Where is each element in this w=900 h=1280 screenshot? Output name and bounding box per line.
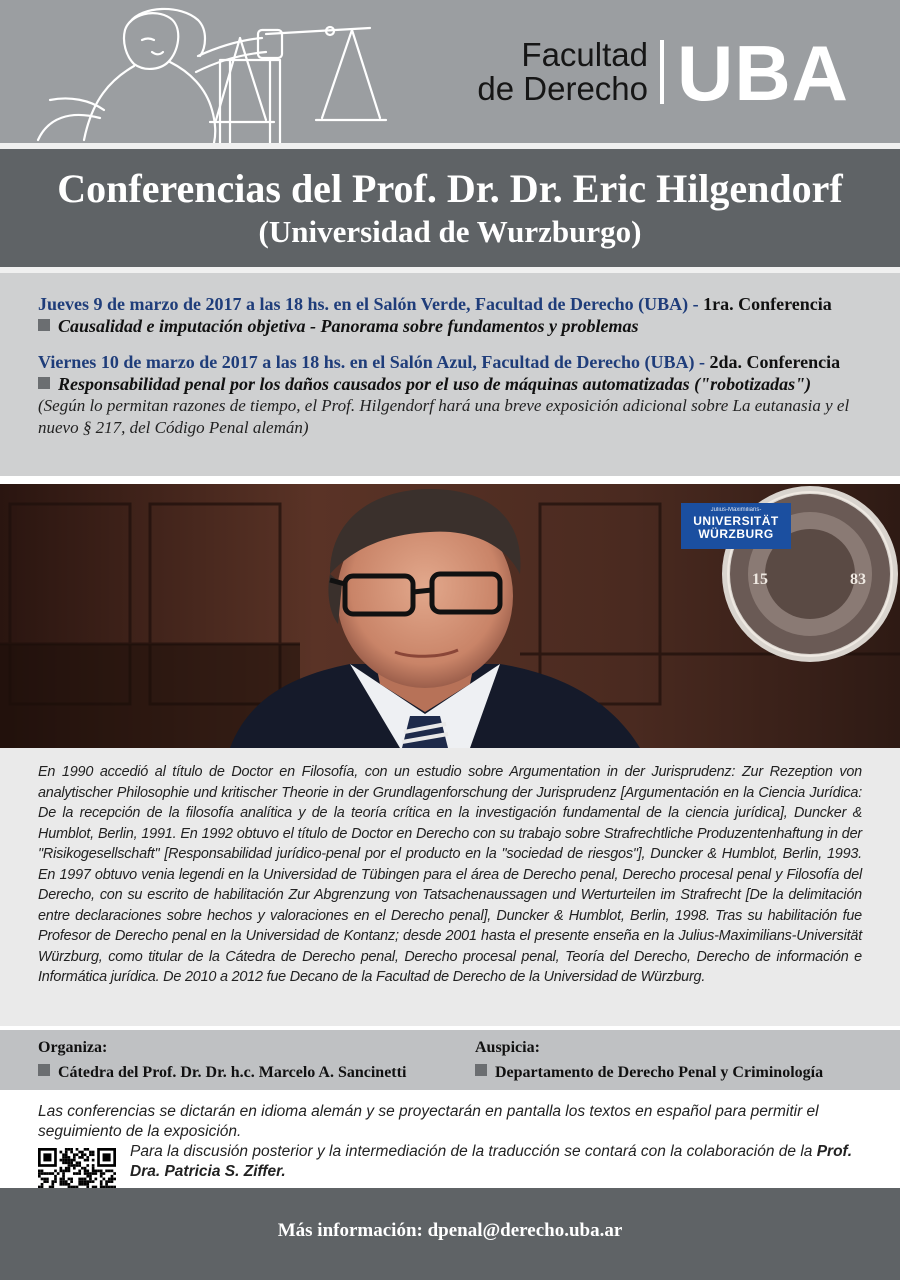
faculty-line-1: Facultad xyxy=(521,36,648,73)
header xyxy=(0,0,900,143)
title-band xyxy=(0,149,900,267)
auspicia-label: Auspicia: xyxy=(475,1039,540,1056)
conference-1-date: Jueves 9 de marzo de 2017 a las 18 hs. en el Salón Verde, Facultad de Derecho (UBA) - xyxy=(38,294,699,314)
conference-1-header xyxy=(38,293,864,315)
conference-2-topic: Responsabilidad penal por los daños causados por el uso de máquinas automatizadas ("robotizadas") xyxy=(58,374,812,394)
language-note: Las conferencias se dictarán en idioma alemán y se proyectarán en pantalla los textos en español para permitir el seguimiento de la exposición. xyxy=(38,1103,819,1140)
university-logo-small: Julius-Maximilians- xyxy=(710,507,762,513)
organiza-value: Cátedra del Prof. Dr. Dr. h.c. Marcelo A. Sancinetti xyxy=(58,1064,407,1081)
square-bullet-icon xyxy=(38,377,50,389)
biography-section xyxy=(0,748,900,1026)
organiza-block xyxy=(38,1038,406,1084)
translation-note xyxy=(130,1142,870,1182)
faculty-name xyxy=(477,38,648,106)
notes-section xyxy=(0,1092,900,1188)
uba-logo: UBA xyxy=(677,29,849,117)
organiza-row xyxy=(38,1062,406,1084)
faculty-line-2: de Derecho xyxy=(477,70,648,107)
svg-text:15: 15 xyxy=(752,571,768,588)
square-bullet-icon xyxy=(475,1064,487,1076)
page-title: Conferencias del Prof. Dr. Dr. Eric Hilgendorf xyxy=(57,166,843,211)
auspicia-row xyxy=(475,1062,823,1084)
footer xyxy=(0,1188,900,1280)
conference-2-topic-row xyxy=(38,373,864,395)
university-logo-line1: UNIVERSITÄT xyxy=(693,514,779,528)
organizers-section xyxy=(0,1030,900,1090)
conference-2-date: Viernes 10 de marzo de 2017 a las 18 hs. en el Salón Azul, Facultad de Derecho (UBA) - xyxy=(38,352,705,372)
page-subtitle: (Universidad de Wurzburgo) xyxy=(258,214,642,249)
logo-divider xyxy=(660,40,664,104)
conference-2-number: 2da. Conferencia xyxy=(704,352,841,372)
university-logo xyxy=(681,503,791,549)
svg-text:83: 83 xyxy=(850,571,866,588)
square-bullet-icon xyxy=(38,1064,50,1076)
conference-1-topic-row xyxy=(38,315,864,337)
conference-2-note: (Según lo permitan razones de tiempo, el Prof. Hilgendorf hará una breve exposición adicional sobre La eutanasia y el nuevo § 217, del Código Penal alemán) xyxy=(38,396,850,437)
contact-info[interactable]: Más información: dpenal@derecho.uba.ar xyxy=(277,1220,623,1241)
justice-scale-illustration xyxy=(30,0,390,143)
conference-2-header xyxy=(38,351,864,373)
square-bullet-icon xyxy=(38,319,50,331)
auspicia-value: Departamento de Derecho Penal y Criminología xyxy=(495,1064,824,1081)
biography-text: En 1990 accedió al título de Doctor en Filosofía, con un estudio sobre Argumentation in der Jurisprudenz: Zur Rezeption von analytischer Philosophie und kritischer Theorie in der Grundlagenforschung der Jurisprudenz [Argumentación en la Ciencia Jurídica: De la recepción de la filosofía analítica y de la teoría crítica en la investigación fundamental de la ciencia jurídica], Duncker & Humblot, Berlin, 1991. En 1992 obtuvo el título de Doctor en Derecho con su trabajo sobre Strafrechtliche Produzentenhaftung in der "Risikogesellschaft" [Responsabilidad jurídico-penal por el producto en la "sociedad de riesgos"], Duncker & Humblot, Berlin, 1993. En 1997 obtuvo venia legendi en la Universidad de Tübingen para el área de Derecho penal, Derecho procesal penal y Filosofía del Derecho, con su escrito de habilitación Zur Abgrenzung von Tatsachenaussagen und Werturteilen im Strafrecht [De la delimitación entre declaraciones sobre hechos y valoraciones en el Derecho penal], Duncker & Humblot, Berlin, 1998. Tras su habilitación fue Profesor de Derecho penal en la Universidad de Kontanz; desde 2001 hasta el presente enseña en la Julius-Maximilians-Universität Würzburg, como titular de la Cátedra de Derecho penal, Derecho procesal penal, Teoría del Derecho, Derecho de información e Informática jurídica. De 2010 a 2012 fue Decano de la Facultad de Derecho de la Universidad de Würzburg. xyxy=(38,764,862,985)
conferences-section xyxy=(0,273,900,476)
university-logo-line2: WÜRZBURG xyxy=(698,527,774,541)
conference-1-number: 1ra. Conferencia xyxy=(698,294,832,314)
organiza-label: Organiza: xyxy=(38,1039,108,1056)
conference-1-topic: Causalidad e imputación objetiva - Panorama sobre fundamentos y problemas xyxy=(58,316,639,336)
translator-name: Prof. Dra. Patricia S. Ziffer. xyxy=(130,1143,853,1180)
auspicia-block xyxy=(475,1038,823,1084)
translation-note-text: Para la discusión posterior y la intermediación de la traducción se contará con la colaboración de la xyxy=(130,1143,817,1160)
